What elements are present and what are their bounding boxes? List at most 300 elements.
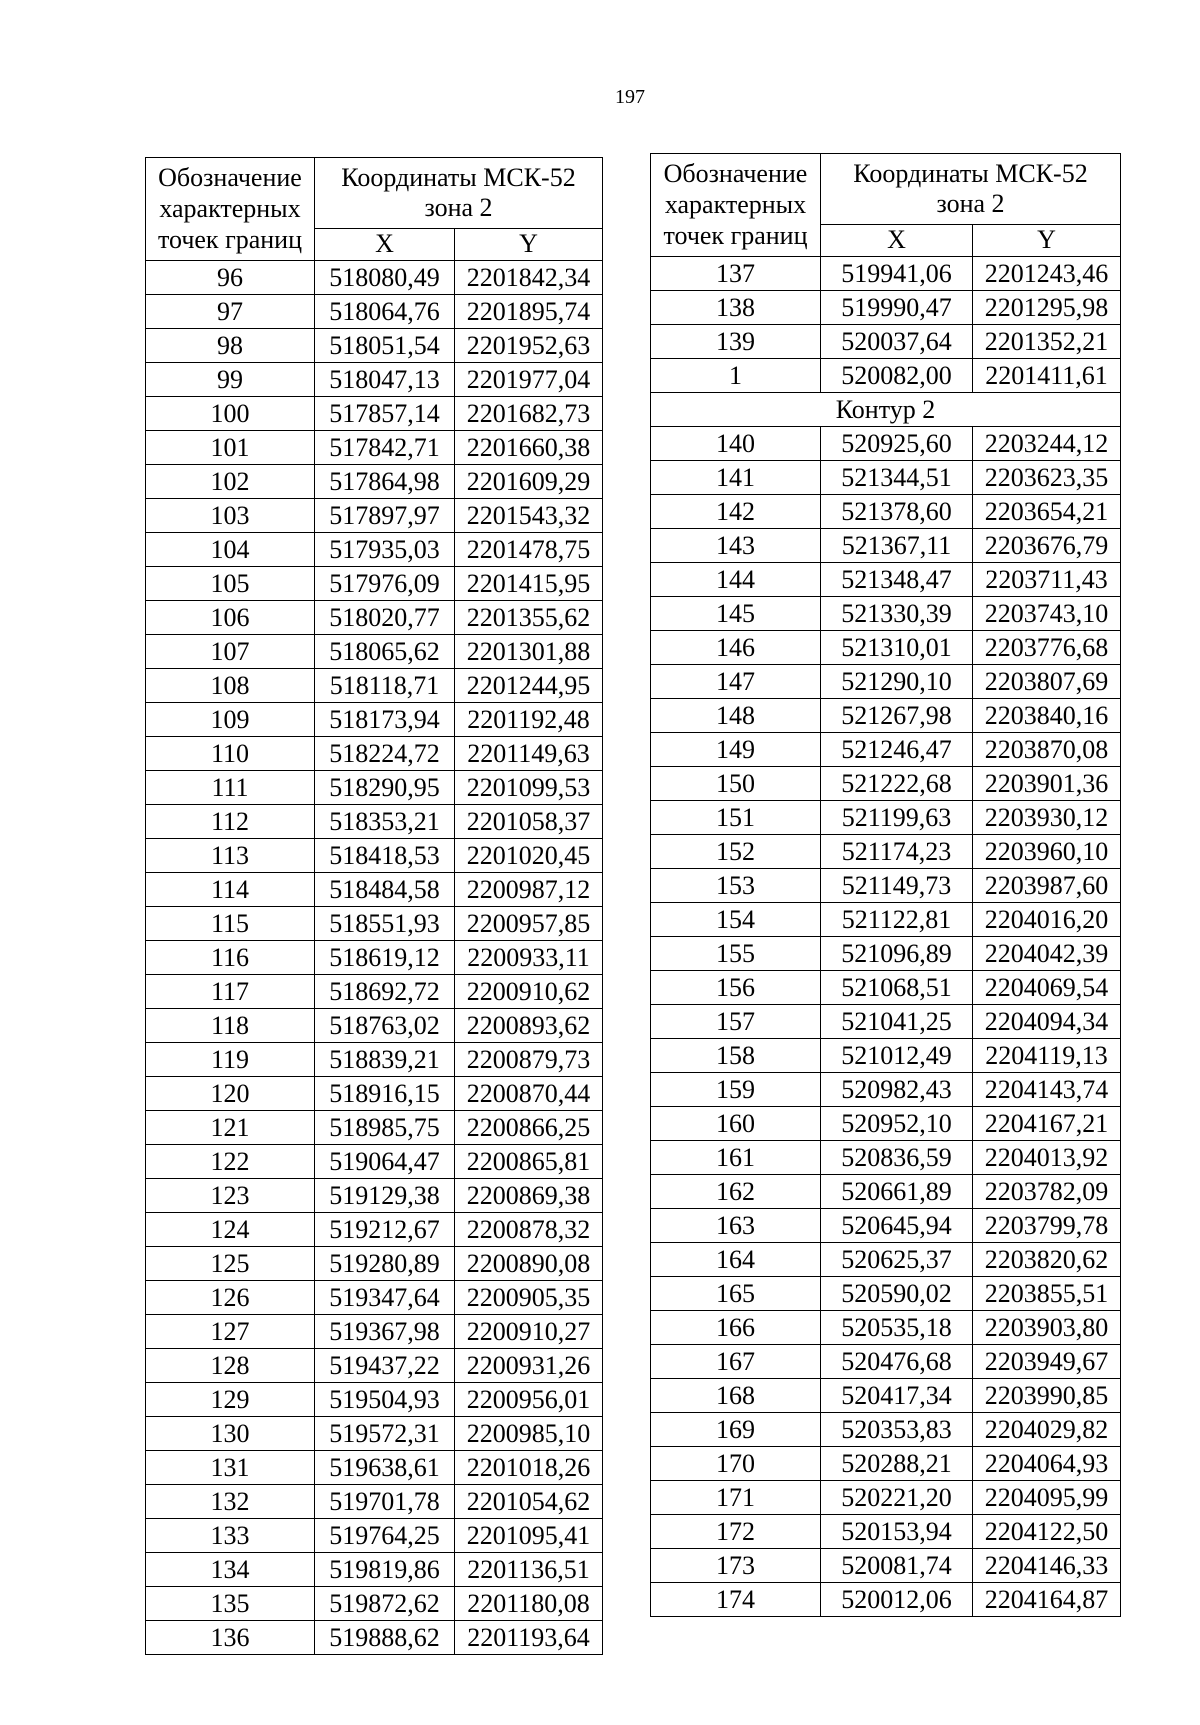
point-id-cell: 117: [146, 974, 315, 1008]
y-coordinate-cell: 2204146,33: [973, 1548, 1121, 1582]
point-id-cell: 167: [651, 1344, 821, 1378]
x-coordinate-cell: 520353,83: [821, 1412, 973, 1446]
table-row: [651, 1582, 1121, 1616]
y-coordinate-cell: 2203855,51: [973, 1276, 1121, 1310]
table-row: [651, 1344, 1121, 1378]
y-coordinate-cell: 2201478,75: [455, 532, 603, 566]
x-column-header: X: [315, 228, 455, 260]
y-coordinate-cell: 2201243,46: [973, 256, 1121, 290]
table-row: [146, 1246, 603, 1280]
point-id-cell: 96: [146, 260, 315, 294]
point-id-cell: 113: [146, 838, 315, 872]
y-coordinate-cell: 2204069,54: [973, 970, 1121, 1004]
x-coordinate-cell: 521149,73: [821, 868, 973, 902]
point-id-cell: 122: [146, 1144, 315, 1178]
point-id-cell: 115: [146, 906, 315, 940]
table-row: [146, 532, 603, 566]
table-row: [651, 1378, 1121, 1412]
table-row: [146, 294, 603, 328]
y-coordinate-cell: 2203870,08: [973, 732, 1121, 766]
point-id-cell: 114: [146, 872, 315, 906]
right-table-body-part2: [651, 426, 1121, 1616]
point-id-cell: 153: [651, 868, 821, 902]
x-coordinate-cell: 519764,25: [315, 1518, 455, 1552]
point-id-cell: 116: [146, 940, 315, 974]
point-id-cell: 160: [651, 1106, 821, 1140]
table-row: [146, 1212, 603, 1246]
table-row: [651, 936, 1121, 970]
table-row: [146, 1586, 603, 1620]
designation-header: [146, 158, 315, 261]
point-id-cell: 174: [651, 1582, 821, 1616]
coordinates-header: [821, 154, 1121, 225]
table-row: [146, 940, 603, 974]
x-coordinate-cell: 518047,13: [315, 362, 455, 396]
point-id-cell: 147: [651, 664, 821, 698]
table-row: [146, 1144, 603, 1178]
table-row: [146, 974, 603, 1008]
coordinates-header: [315, 158, 603, 229]
y-coordinate-cell: 2200893,62: [455, 1008, 603, 1042]
x-column-header: X: [821, 224, 973, 256]
x-coordinate-cell: 518224,72: [315, 736, 455, 770]
table-row: [651, 1004, 1121, 1038]
section-row: [651, 392, 1121, 426]
y-coordinate-cell: 2201244,95: [455, 668, 603, 702]
x-coordinate-cell: 521378,60: [821, 494, 973, 528]
point-id-cell: 112: [146, 804, 315, 838]
point-id-cell: 138: [651, 290, 821, 324]
point-id-cell: 108: [146, 668, 315, 702]
x-coordinate-cell: 518619,12: [315, 940, 455, 974]
y-coordinate-cell: 2200956,01: [455, 1382, 603, 1416]
x-coordinate-cell: 517864,98: [315, 464, 455, 498]
y-coordinate-cell: 2203807,69: [973, 664, 1121, 698]
y-coordinate-cell: 2203711,43: [973, 562, 1121, 596]
table-row: [146, 1450, 603, 1484]
x-coordinate-cell: 518290,95: [315, 770, 455, 804]
point-id-cell: 110: [146, 736, 315, 770]
x-coordinate-cell: 520982,43: [821, 1072, 973, 1106]
coordinates-header-line2: зона 2: [936, 188, 1005, 218]
x-coordinate-cell: 521290,10: [821, 664, 973, 698]
table-row: [146, 1620, 603, 1654]
x-coordinate-cell: 518985,75: [315, 1110, 455, 1144]
y-coordinate-cell: 2204042,39: [973, 936, 1121, 970]
point-id-cell: 140: [651, 426, 821, 460]
table-row: [651, 1174, 1121, 1208]
x-coordinate-cell: 521012,49: [821, 1038, 973, 1072]
y-coordinate-cell: 2204016,20: [973, 902, 1121, 936]
y-coordinate-cell: 2201136,51: [455, 1552, 603, 1586]
point-id-cell: 130: [146, 1416, 315, 1450]
left-coordinates-table: [145, 157, 603, 1655]
table-row: [651, 1276, 1121, 1310]
x-coordinate-cell: 517976,09: [315, 566, 455, 600]
x-coordinate-cell: 519819,86: [315, 1552, 455, 1586]
x-coordinate-cell: 521246,47: [821, 732, 973, 766]
point-id-cell: 142: [651, 494, 821, 528]
table-row: [651, 732, 1121, 766]
table-row: [651, 1208, 1121, 1242]
table-row: [651, 324, 1121, 358]
y-coordinate-cell: 2201952,63: [455, 328, 603, 362]
table-row: [651, 1514, 1121, 1548]
point-id-cell: 132: [146, 1484, 315, 1518]
point-id-cell: 170: [651, 1446, 821, 1480]
point-id-cell: 165: [651, 1276, 821, 1310]
x-coordinate-cell: 519872,62: [315, 1586, 455, 1620]
point-id-cell: 149: [651, 732, 821, 766]
table-row: [146, 498, 603, 532]
y-coordinate-cell: 2200890,08: [455, 1246, 603, 1280]
point-id-cell: 156: [651, 970, 821, 1004]
point-id-cell: 169: [651, 1412, 821, 1446]
y-coordinate-cell: 2201660,38: [455, 430, 603, 464]
y-coordinate-cell: 2203244,12: [973, 426, 1121, 460]
x-coordinate-cell: 518065,62: [315, 634, 455, 668]
y-coordinate-cell: 2201058,37: [455, 804, 603, 838]
x-coordinate-cell: 518692,72: [315, 974, 455, 1008]
y-coordinate-cell: 2200985,10: [455, 1416, 603, 1450]
table-row: [651, 868, 1121, 902]
point-id-cell: 126: [146, 1280, 315, 1314]
x-coordinate-cell: 521068,51: [821, 970, 973, 1004]
x-coordinate-cell: 519129,38: [315, 1178, 455, 1212]
point-id-cell: 164: [651, 1242, 821, 1276]
x-coordinate-cell: 519701,78: [315, 1484, 455, 1518]
y-coordinate-cell: 2201682,73: [455, 396, 603, 430]
x-coordinate-cell: 521174,23: [821, 834, 973, 868]
y-coordinate-cell: 2203799,78: [973, 1208, 1121, 1242]
table-row: [651, 834, 1121, 868]
x-coordinate-cell: 521199,63: [821, 800, 973, 834]
x-coordinate-cell: 518484,58: [315, 872, 455, 906]
x-coordinate-cell: 518173,94: [315, 702, 455, 736]
point-id-cell: 119: [146, 1042, 315, 1076]
table-row: [651, 1242, 1121, 1276]
point-id-cell: 157: [651, 1004, 821, 1038]
table-row: [146, 1314, 603, 1348]
x-coordinate-cell: 518080,49: [315, 260, 455, 294]
point-id-cell: 159: [651, 1072, 821, 1106]
table-row: [651, 630, 1121, 664]
point-id-cell: 103: [146, 498, 315, 532]
table-row: [146, 1110, 603, 1144]
x-coordinate-cell: 520476,68: [821, 1344, 973, 1378]
point-id-cell: 173: [651, 1548, 821, 1582]
y-coordinate-cell: 2204143,74: [973, 1072, 1121, 1106]
x-coordinate-cell: 521122,81: [821, 902, 973, 936]
point-id-cell: 146: [651, 630, 821, 664]
table-row: [146, 668, 603, 702]
designation-header-line3: точек границ: [663, 221, 808, 251]
point-id-cell: 127: [146, 1314, 315, 1348]
y-coordinate-cell: 2201543,32: [455, 498, 603, 532]
table-row: [651, 528, 1121, 562]
y-coordinate-cell: 2201193,64: [455, 1620, 603, 1654]
x-coordinate-cell: 520836,59: [821, 1140, 973, 1174]
y-column-header: Y: [973, 224, 1121, 256]
table-row: [146, 1416, 603, 1450]
x-coordinate-cell: 517935,03: [315, 532, 455, 566]
x-coordinate-cell: 520535,18: [821, 1310, 973, 1344]
point-id-cell: 128: [146, 1348, 315, 1382]
x-coordinate-cell: 521096,89: [821, 936, 973, 970]
y-coordinate-cell: 2204095,99: [973, 1480, 1121, 1514]
table-row: [651, 256, 1121, 290]
x-coordinate-cell: 519064,47: [315, 1144, 455, 1178]
y-column-header: Y: [455, 228, 603, 260]
x-coordinate-cell: 517842,71: [315, 430, 455, 464]
table-row: [146, 1076, 603, 1110]
x-coordinate-cell: 518051,54: [315, 328, 455, 362]
table-row: [146, 1280, 603, 1314]
y-coordinate-cell: 2201895,74: [455, 294, 603, 328]
y-coordinate-cell: 2200933,11: [455, 940, 603, 974]
point-id-cell: 104: [146, 532, 315, 566]
point-id-cell: 1: [651, 358, 821, 392]
point-id-cell: 102: [146, 464, 315, 498]
x-coordinate-cell: 518551,93: [315, 906, 455, 940]
table-row: [146, 1518, 603, 1552]
y-coordinate-cell: 2203903,80: [973, 1310, 1121, 1344]
x-coordinate-cell: 521348,47: [821, 562, 973, 596]
y-coordinate-cell: 2203840,16: [973, 698, 1121, 732]
y-coordinate-cell: 2203901,36: [973, 766, 1121, 800]
x-coordinate-cell: 520037,64: [821, 324, 973, 358]
table-row: [146, 838, 603, 872]
point-id-cell: 107: [146, 634, 315, 668]
designation-header-line1: Обозначение: [158, 163, 302, 192]
x-coordinate-cell: 518064,76: [315, 294, 455, 328]
table-row: [146, 1484, 603, 1518]
x-coordinate-cell: 518353,21: [315, 804, 455, 838]
y-coordinate-cell: 2204064,93: [973, 1446, 1121, 1480]
page-number: 197: [615, 86, 645, 108]
coordinates-header-line2: зона 2: [424, 192, 493, 222]
point-id-cell: 158: [651, 1038, 821, 1072]
y-coordinate-cell: 2203782,09: [973, 1174, 1121, 1208]
x-coordinate-cell: 520590,02: [821, 1276, 973, 1310]
x-coordinate-cell: 520153,94: [821, 1514, 973, 1548]
y-coordinate-cell: 2203987,60: [973, 868, 1121, 902]
x-coordinate-cell: 519572,31: [315, 1416, 455, 1450]
y-coordinate-cell: 2200878,32: [455, 1212, 603, 1246]
y-coordinate-cell: 2200910,27: [455, 1314, 603, 1348]
y-coordinate-cell: 2201609,29: [455, 464, 603, 498]
x-coordinate-cell: 518916,15: [315, 1076, 455, 1110]
right-table-section: [651, 392, 1121, 426]
x-coordinate-cell: 521041,25: [821, 1004, 973, 1038]
point-id-cell: 109: [146, 702, 315, 736]
table-row: [651, 460, 1121, 494]
y-coordinate-cell: 2200866,25: [455, 1110, 603, 1144]
x-coordinate-cell: 518118,71: [315, 668, 455, 702]
point-id-cell: 125: [146, 1246, 315, 1280]
table-row: [651, 426, 1121, 460]
y-coordinate-cell: 2201295,98: [973, 290, 1121, 324]
designation-header-line2: характерных: [664, 190, 807, 220]
point-id-cell: 143: [651, 528, 821, 562]
point-id-cell: 131: [146, 1450, 315, 1484]
designation-header-line3: точек границ: [157, 225, 303, 255]
x-coordinate-cell: 521267,98: [821, 698, 973, 732]
table-row: [146, 464, 603, 498]
point-id-cell: 137: [651, 256, 821, 290]
table-row: [146, 770, 603, 804]
y-coordinate-cell: 2200905,35: [455, 1280, 603, 1314]
point-id-cell: 120: [146, 1076, 315, 1110]
y-coordinate-cell: 2203676,79: [973, 528, 1121, 562]
x-coordinate-cell: 519638,61: [315, 1450, 455, 1484]
x-coordinate-cell: 521310,01: [821, 630, 973, 664]
x-coordinate-cell: 520645,94: [821, 1208, 973, 1242]
y-coordinate-cell: 2201415,95: [455, 566, 603, 600]
table-row: [146, 430, 603, 464]
x-coordinate-cell: 520081,74: [821, 1548, 973, 1582]
table-row: [651, 358, 1121, 392]
table-row: [651, 1072, 1121, 1106]
table-row: [146, 872, 603, 906]
table-row: [651, 1446, 1121, 1480]
table-row: [146, 362, 603, 396]
point-id-cell: 161: [651, 1140, 821, 1174]
point-id-cell: 150: [651, 766, 821, 800]
table-row: [651, 970, 1121, 1004]
y-coordinate-cell: 2204094,34: [973, 1004, 1121, 1038]
x-coordinate-cell: 519504,93: [315, 1382, 455, 1416]
x-coordinate-cell: 518418,53: [315, 838, 455, 872]
point-id-cell: 141: [651, 460, 821, 494]
table-row: [651, 596, 1121, 630]
point-id-cell: 148: [651, 698, 821, 732]
y-coordinate-cell: 2200910,62: [455, 974, 603, 1008]
y-coordinate-cell: 2203949,67: [973, 1344, 1121, 1378]
x-coordinate-cell: 517897,97: [315, 498, 455, 532]
table-row: [651, 562, 1121, 596]
point-id-cell: 106: [146, 600, 315, 634]
x-coordinate-cell: 519347,64: [315, 1280, 455, 1314]
x-coordinate-cell: 518763,02: [315, 1008, 455, 1042]
table-row: [146, 600, 603, 634]
y-coordinate-cell: 2201149,63: [455, 736, 603, 770]
point-id-cell: 155: [651, 936, 821, 970]
table-row: [651, 766, 1121, 800]
point-id-cell: 135: [146, 1586, 315, 1620]
designation-header: [651, 154, 821, 257]
x-coordinate-cell: 521344,51: [821, 460, 973, 494]
y-coordinate-cell: 2203654,21: [973, 494, 1121, 528]
point-id-cell: 97: [146, 294, 315, 328]
designation-header-line2: характерных: [159, 194, 301, 224]
point-id-cell: 152: [651, 834, 821, 868]
table-row: [651, 1106, 1121, 1140]
x-coordinate-cell: 519367,98: [315, 1314, 455, 1348]
x-coordinate-cell: 520221,20: [821, 1480, 973, 1514]
table-row: [146, 1042, 603, 1076]
x-coordinate-cell: 519990,47: [821, 290, 973, 324]
x-coordinate-cell: 520082,00: [821, 358, 973, 392]
point-id-cell: 166: [651, 1310, 821, 1344]
table-row: [146, 634, 603, 668]
point-id-cell: 144: [651, 562, 821, 596]
table-row: [651, 1140, 1121, 1174]
table-row: [651, 1038, 1121, 1072]
x-coordinate-cell: 520925,60: [821, 426, 973, 460]
point-id-cell: 124: [146, 1212, 315, 1246]
table-row: [146, 804, 603, 838]
table-row: [146, 702, 603, 736]
y-coordinate-cell: 2200987,12: [455, 872, 603, 906]
table-row: [651, 1548, 1121, 1582]
table-row: [146, 1178, 603, 1212]
y-coordinate-cell: 2201099,53: [455, 770, 603, 804]
x-coordinate-cell: 520661,89: [821, 1174, 973, 1208]
y-coordinate-cell: 2200865,81: [455, 1144, 603, 1178]
x-coordinate-cell: 520417,34: [821, 1378, 973, 1412]
y-coordinate-cell: 2200879,73: [455, 1042, 603, 1076]
y-coordinate-cell: 2200869,38: [455, 1178, 603, 1212]
table-row: [651, 290, 1121, 324]
x-coordinate-cell: 518839,21: [315, 1042, 455, 1076]
table-row: [146, 1552, 603, 1586]
y-coordinate-cell: 2203776,68: [973, 630, 1121, 664]
point-id-cell: 101: [146, 430, 315, 464]
point-id-cell: 171: [651, 1480, 821, 1514]
y-coordinate-cell: 2204029,82: [973, 1412, 1121, 1446]
x-coordinate-cell: 519941,06: [821, 256, 973, 290]
table-row: [651, 1310, 1121, 1344]
y-coordinate-cell: 2201977,04: [455, 362, 603, 396]
point-id-cell: 139: [651, 324, 821, 358]
table-row: [651, 902, 1121, 936]
y-coordinate-cell: 2201355,62: [455, 600, 603, 634]
y-coordinate-cell: 2203930,12: [973, 800, 1121, 834]
right-table-body-part1: [651, 256, 1121, 392]
point-id-cell: 162: [651, 1174, 821, 1208]
y-coordinate-cell: 2204122,50: [973, 1514, 1121, 1548]
x-coordinate-cell: 520625,37: [821, 1242, 973, 1276]
point-id-cell: 136: [146, 1620, 315, 1654]
table-row: [146, 1008, 603, 1042]
y-coordinate-cell: 2201842,34: [455, 260, 603, 294]
y-coordinate-cell: 2201411,61: [973, 358, 1121, 392]
y-coordinate-cell: 2204167,21: [973, 1106, 1121, 1140]
y-coordinate-cell: 2201020,45: [455, 838, 603, 872]
point-id-cell: 154: [651, 902, 821, 936]
point-id-cell: 98: [146, 328, 315, 362]
point-id-cell: 123: [146, 1178, 315, 1212]
table-row: [146, 396, 603, 430]
designation-header-line1: Обозначение: [663, 159, 808, 188]
x-coordinate-cell: 518020,77: [315, 600, 455, 634]
y-coordinate-cell: 2201192,48: [455, 702, 603, 736]
y-coordinate-cell: 2204119,13: [973, 1038, 1121, 1072]
point-id-cell: 100: [146, 396, 315, 430]
point-id-cell: 105: [146, 566, 315, 600]
y-coordinate-cell: 2201018,26: [455, 1450, 603, 1484]
point-id-cell: 172: [651, 1514, 821, 1548]
y-coordinate-cell: 2204164,87: [973, 1582, 1121, 1616]
table-row: [146, 906, 603, 940]
point-id-cell: 163: [651, 1208, 821, 1242]
x-coordinate-cell: 519280,89: [315, 1246, 455, 1280]
point-id-cell: 118: [146, 1008, 315, 1042]
y-coordinate-cell: 2201180,08: [455, 1586, 603, 1620]
y-coordinate-cell: 2200931,26: [455, 1348, 603, 1382]
point-id-cell: 99: [146, 362, 315, 396]
